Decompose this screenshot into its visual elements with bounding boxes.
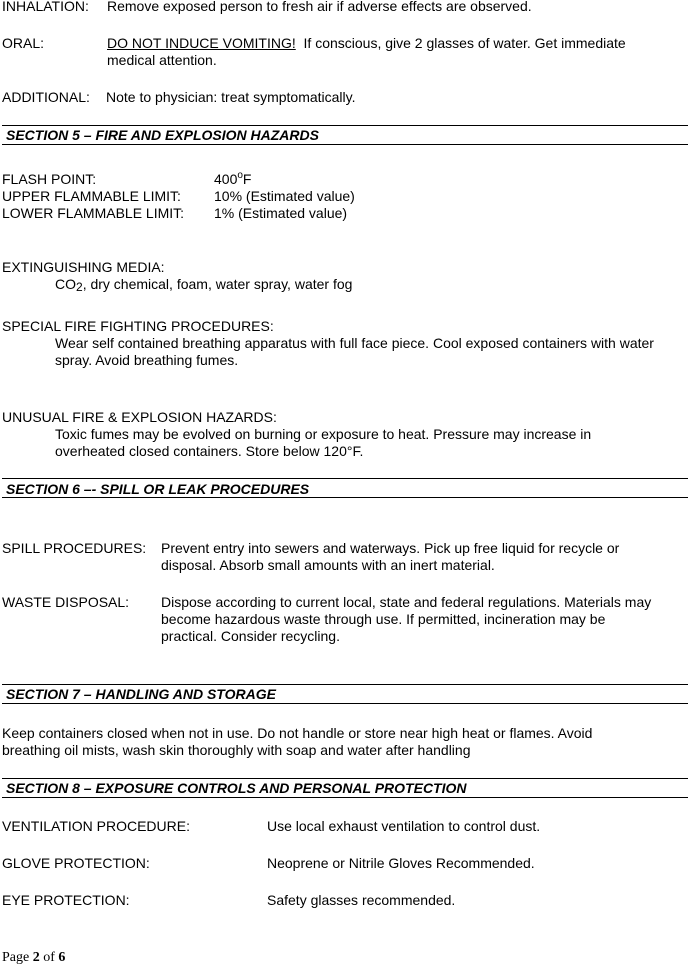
waste-line-2: become hazardous waste through use. If permitted, incineration may be <box>161 611 606 627</box>
glove-label: GLOVE PROTECTION: <box>2 855 150 871</box>
spill-label: SPILL PROCEDURES: <box>2 540 147 556</box>
oral-line-1 <box>107 35 626 52</box>
eye-value: Safety glasses recommended. <box>267 892 456 908</box>
additional-text: Note to physician: treat symptomatically. <box>106 89 356 105</box>
page-number: 2 <box>32 950 40 965</box>
waste-line-1: Dispose according to current local, state and federal regulations. Materials may <box>161 594 652 610</box>
section8-title: SECTION 8 – EXPOSURE CONTROLS AND PERSONAL PROTECTION <box>6 780 467 796</box>
co2-subscript: 2 <box>76 280 83 294</box>
flash-point-value <box>214 171 251 188</box>
oral-label: ORAL: <box>2 35 45 51</box>
oral-warning: DO NOT INDUCE VOMITING! <box>107 35 296 51</box>
upper-limit-label: UPPER FLAMMABLE LIMIT: <box>2 188 181 204</box>
eye-label: EYE PROTECTION: <box>2 892 130 908</box>
special-procedures-line-1: Wear self contained breathing apparatus with full face piece. Cool exposed containers with water <box>55 335 654 351</box>
handling-line-2: breathing oil mists, wash skin thoroughly with soap and water after handling <box>2 742 471 758</box>
extinguishing-label: EXTINGUISHING MEDIA: <box>2 259 165 275</box>
waste-label: WASTE DISPOSAL: <box>2 594 130 610</box>
upper-limit-value: 10% (Estimated value) <box>214 188 355 204</box>
ventilation-label: VENTILATION PROCEDURE: <box>2 818 190 834</box>
waste-line-3: practical. Consider recycling. <box>161 628 340 644</box>
extinguishing-rest: , dry chemical, foam, water spray, water fog <box>82 276 353 292</box>
ventilation-value: Use local exhaust ventilation to control dust. <box>267 818 541 834</box>
spill-line-1: Prevent entry into sewers and waterways. Pick up free liquid for recycle or <box>161 540 620 556</box>
special-procedures-label: SPECIAL FIRE FIGHTING PROCEDURES: <box>2 318 274 334</box>
section7-bottom-rule <box>2 703 688 704</box>
special-procedures-line-2: spray. Avoid breathing fumes. <box>55 352 239 368</box>
co-text: CO <box>55 276 76 292</box>
page-word: Page <box>2 950 30 965</box>
section5-top-rule <box>2 125 688 126</box>
lower-limit-label: LOWER FLAMMABLE LIMIT: <box>2 205 185 221</box>
of-word: of <box>43 950 55 965</box>
inhalation-text: Remove exposed person to fresh air if adverse effects are observed. <box>107 0 532 14</box>
section6-bottom-rule <box>2 497 688 498</box>
section7-top-rule <box>2 684 688 685</box>
handling-line-1: Keep containers closed when not in use. Do not handle or store near high heat or flames. Avoid <box>2 725 593 741</box>
section6-top-rule <box>2 478 688 479</box>
degree-mark: o <box>237 170 243 181</box>
section8-bottom-rule <box>2 797 688 798</box>
flash-point-label: FLASH POINT: <box>2 171 97 187</box>
page-total: 6 <box>58 950 66 965</box>
spill-line-2: disposal. Absorb small amounts with an inert material. <box>161 557 495 573</box>
section8-top-rule <box>2 778 688 779</box>
oral-text: If conscious, give 2 glasses of water. Get immediate <box>303 35 626 51</box>
section6-title: SECTION 6 –- SPILL OR LEAK PROCEDURES <box>6 481 310 497</box>
extinguishing-text <box>55 276 352 293</box>
unusual-hazards-line-1: Toxic fumes may be evolved on burning or exposure to heat. Pressure may increase in <box>55 426 592 442</box>
page-footer <box>2 949 65 966</box>
additional-label: ADDITIONAL: <box>2 89 90 105</box>
oral-line-2: medical attention. <box>107 52 217 68</box>
section5-title: SECTION 5 – FIRE AND EXPLOSION HAZARDS <box>6 127 319 143</box>
flash-point-number: 400 <box>214 171 238 187</box>
glove-value: Neoprene or Nitrile Gloves Recommended. <box>267 855 535 871</box>
lower-limit-value: 1% (Estimated value) <box>214 205 348 221</box>
section5-bottom-rule <box>2 144 688 145</box>
flash-point-unit: F <box>242 171 252 187</box>
unusual-hazards-label: UNUSUAL FIRE & EXPLOSION HAZARDS: <box>2 409 277 425</box>
unusual-hazards-line-2: overheated closed containers. Store below 120°F. <box>55 443 364 459</box>
section7-title: SECTION 7 – HANDLING AND STORAGE <box>6 686 276 702</box>
inhalation-label: INHALATION: <box>2 0 89 14</box>
